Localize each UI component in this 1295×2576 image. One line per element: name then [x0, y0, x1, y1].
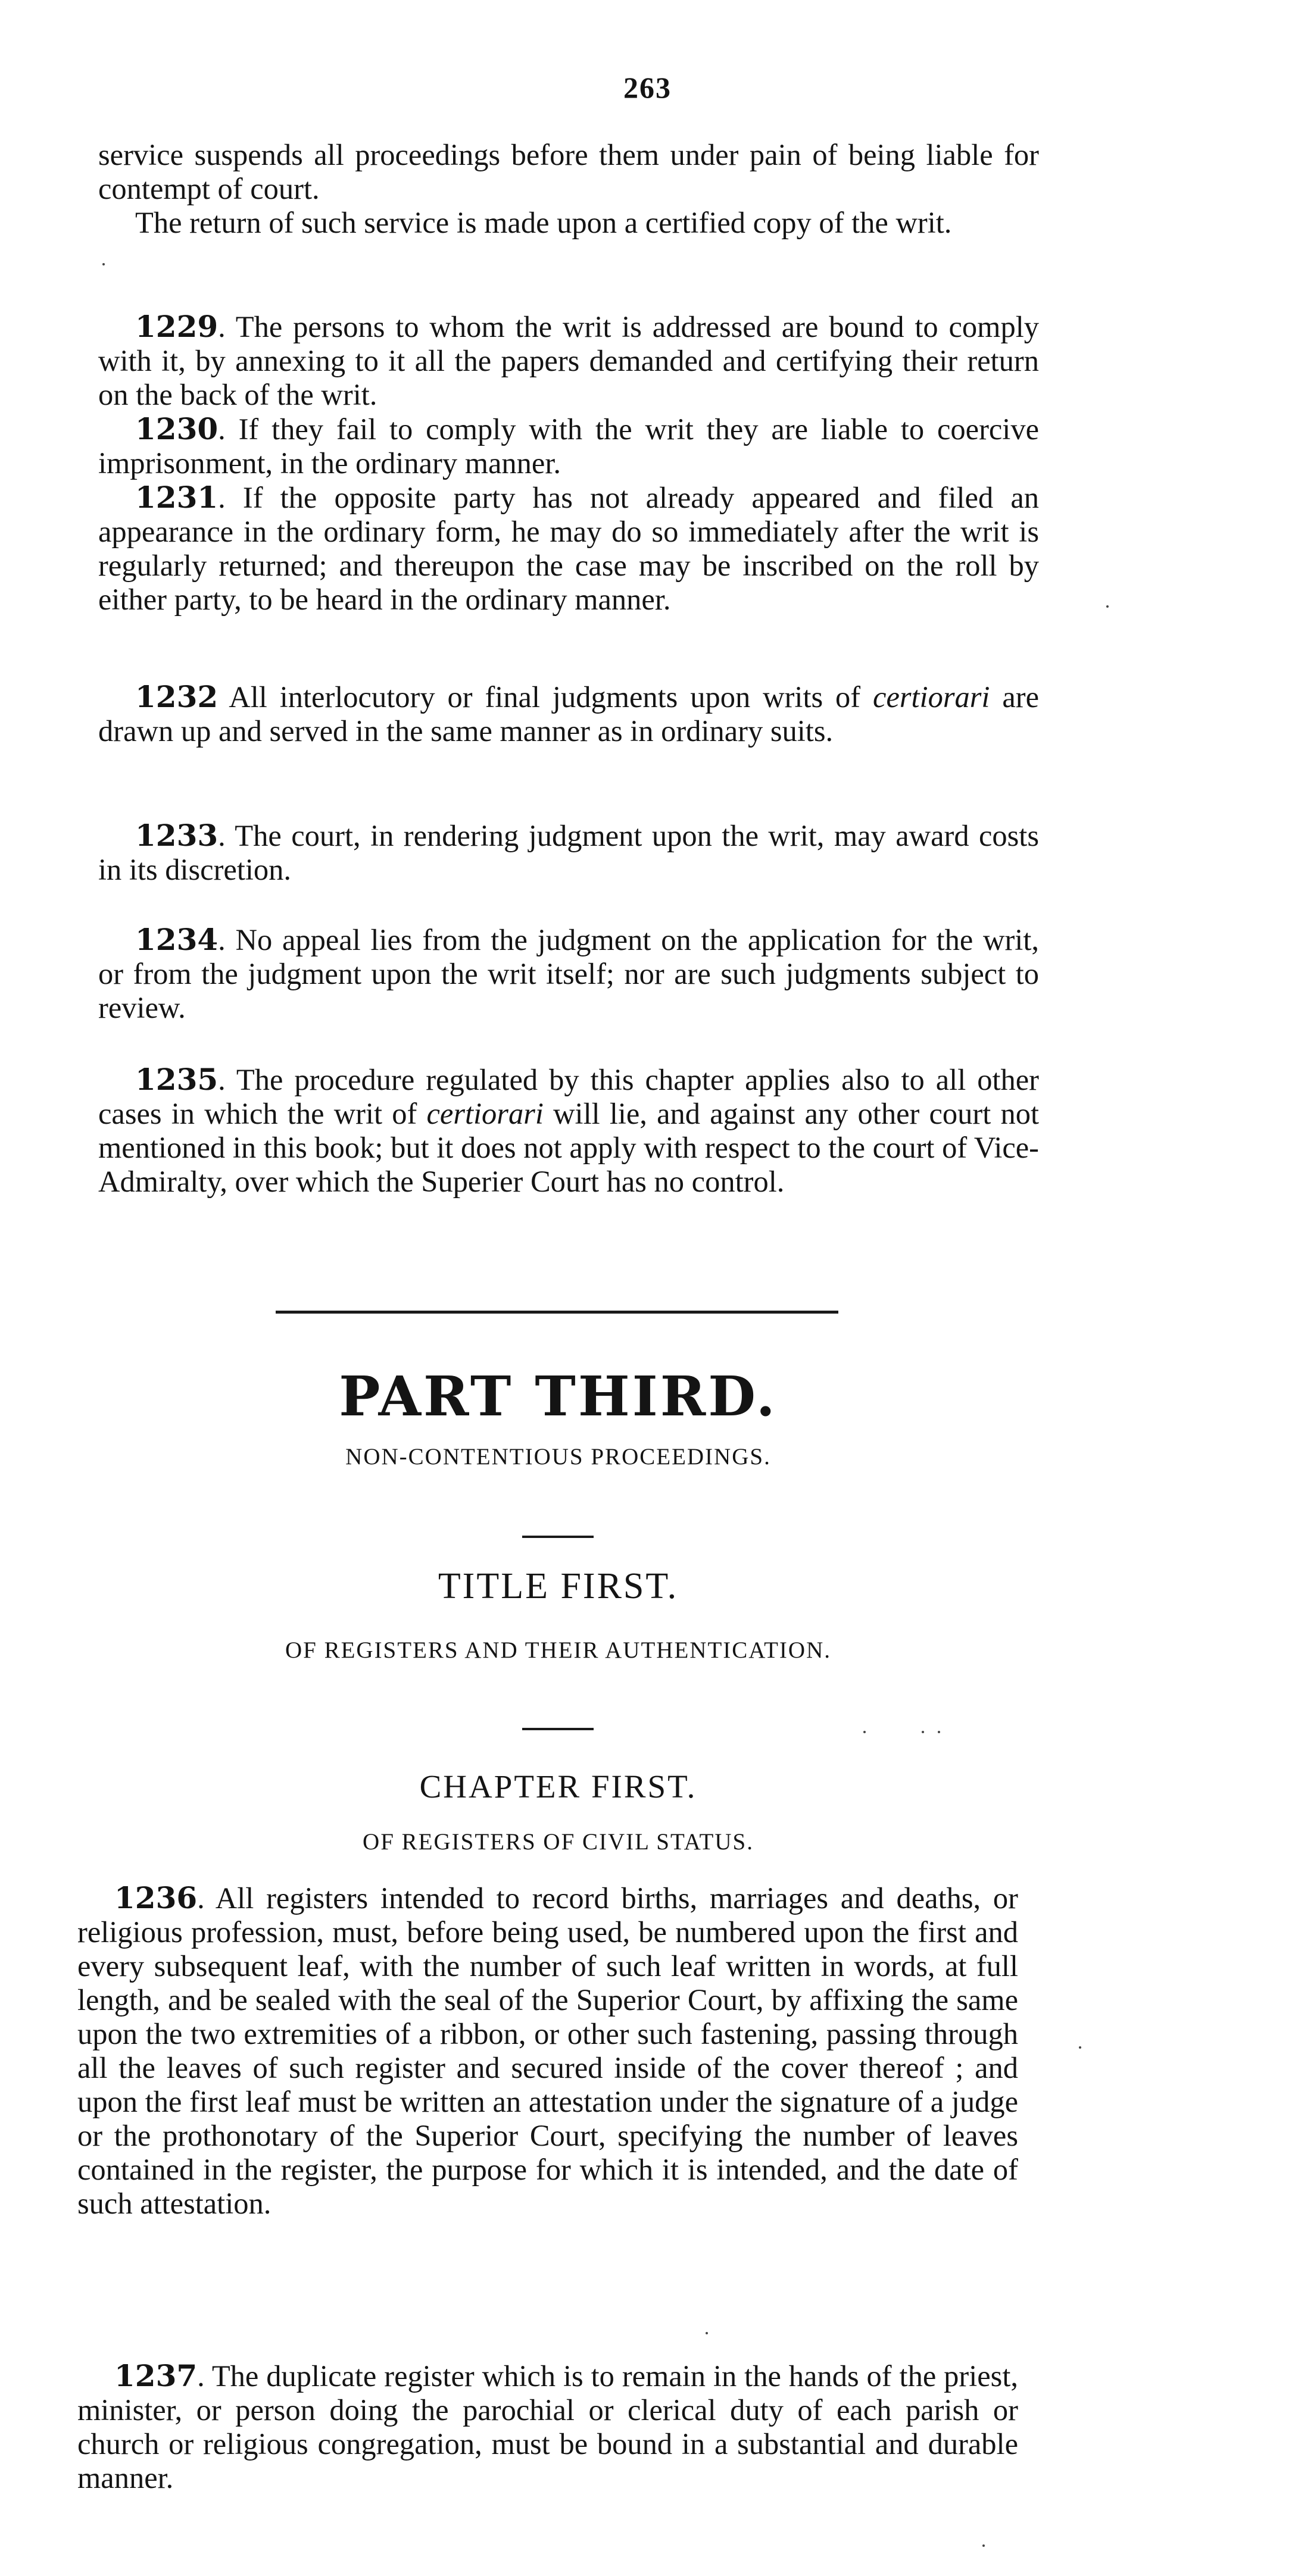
short-divider	[522, 1728, 594, 1730]
print-speck	[706, 2332, 708, 2334]
opening-text	[98, 138, 1039, 240]
article-1229	[98, 310, 1039, 412]
chapter-heading: CHAPTER FIRST.	[419, 1768, 697, 1805]
article-1237-block	[77, 2359, 1018, 2495]
article-number: 1231	[135, 480, 219, 515]
article-text: . The procedure regulated by this chapter applies also to all other cases in which the writ of	[98, 1063, 1039, 1130]
print-speck	[1106, 605, 1109, 608]
article-1233	[98, 818, 1039, 887]
article-1235-block	[98, 1062, 1039, 1199]
article-number: 1236	[114, 1880, 198, 1915]
article-1231	[98, 480, 1039, 617]
short-divider	[522, 1536, 594, 1538]
article-text: . No appeal lies from the judgment on the application for the writ, or from the judgment upon the writ itself; nor are such judgments subject to review.	[98, 923, 1039, 1024]
print-speck	[982, 2544, 985, 2547]
article-number: 1229	[135, 309, 219, 344]
article-italic-term: certiorari	[426, 1097, 544, 1130]
section-divider	[276, 1311, 838, 1314]
print-speck	[938, 1731, 940, 1733]
article-number: 1232	[135, 679, 219, 714]
article-text: . The duplicate register which is to remain in the hands of the priest, minister, or person doing the parochial or clerical duty of each parish or church or religious congregation, must be bound in a substantial and durable manner.	[77, 2359, 1018, 2494]
article-1235	[98, 1062, 1039, 1199]
article-1233-block	[98, 818, 1039, 887]
opening-paragraph: service suspends all proceedings before them under pain of being liable for contempt of court.	[98, 138, 1039, 205]
print-speck	[922, 1731, 924, 1733]
print-speck	[102, 263, 105, 265]
part-subheading: NON-CONTENTIOUS PROCEEDINGS.	[345, 1444, 771, 1470]
opening-paragraph-return: The return of such service is made upon a certified copy of the writ.	[135, 206, 952, 239]
article-1232	[98, 680, 1039, 748]
article-text: . If the opposite party has not already appeared and filed an appearance in the ordinary form, he may do so immediately after the writ is regularly returned; and thereupon the case may be inscribed on the roll by either party, to be heard in the ordinary manner.	[98, 481, 1039, 616]
print-speck	[863, 1731, 866, 1733]
article-text: will lie, and against any other court not mentioned in this book; but it does not apply with respect to the court of Vice-Admiralty, over which the Superier Court has no control.	[98, 1097, 1039, 1198]
article-text: . The persons to whom the writ is addressed are bound to comply with it, by annexing to it all the papers demanded and certifying their return on the back of the writ.	[98, 310, 1039, 411]
article-italic-term: certiorari	[873, 680, 990, 714]
article-text: are drawn up and served in the same manner as in ordinary suits.	[98, 680, 1039, 748]
article-number: 1234	[135, 922, 219, 957]
article-1234-block	[98, 923, 1039, 1025]
chapter-subheading: OF REGISTERS OF CIVIL STATUS.	[363, 1829, 754, 1855]
page-number: 263	[623, 71, 672, 104]
article-number: 1235	[135, 1062, 219, 1097]
title-subheading: OF REGISTERS AND THEIR AUTHENTICATION.	[285, 1637, 832, 1663]
article-1232-block	[98, 680, 1039, 748]
print-speck	[1079, 2046, 1081, 2049]
article-text: . All registers intended to record births, marriages and deaths, or religious profession, must, before being used, be numbered upon the first and every subsequent leaf, with the number of such leaf written in words, at full length, and be sealed with the seal of the Superior Court, by affixing the same upon the two extremities of a ribbon, or other such fastening, passing through all the leaves of such register and secured inside of the cover thereof ; and upon the first leaf must be written an attestation under the signature of a judge or the prothonotary of the Superior Court, specifying the number of leaves contained in the register, the purpose for which it is intended, and the date of such attestation.	[77, 1881, 1018, 2220]
article-1236-block	[77, 1881, 1018, 2221]
article-1237	[77, 2359, 1018, 2495]
articles-1229-1231	[98, 310, 1039, 617]
article-number: 1233	[135, 818, 219, 853]
article-1236	[77, 1881, 1018, 2221]
article-1234	[98, 923, 1039, 1025]
part-heading: PART THIRD.	[339, 1364, 778, 1428]
article-text: . The court, in rendering judgment upon the writ, may award costs in its discretion.	[98, 819, 1039, 886]
article-text: . If they fail to comply with the writ they are liable to coercive imprisonment, in the ordinary manner.	[98, 412, 1039, 480]
article-1230	[98, 412, 1039, 480]
article-text: All interlocutory or final judgments upon writs of	[218, 680, 873, 714]
article-number: 1230	[135, 411, 219, 446]
title-heading: TITLE FIRST.	[438, 1566, 679, 1606]
article-number: 1237	[114, 2358, 198, 2393]
